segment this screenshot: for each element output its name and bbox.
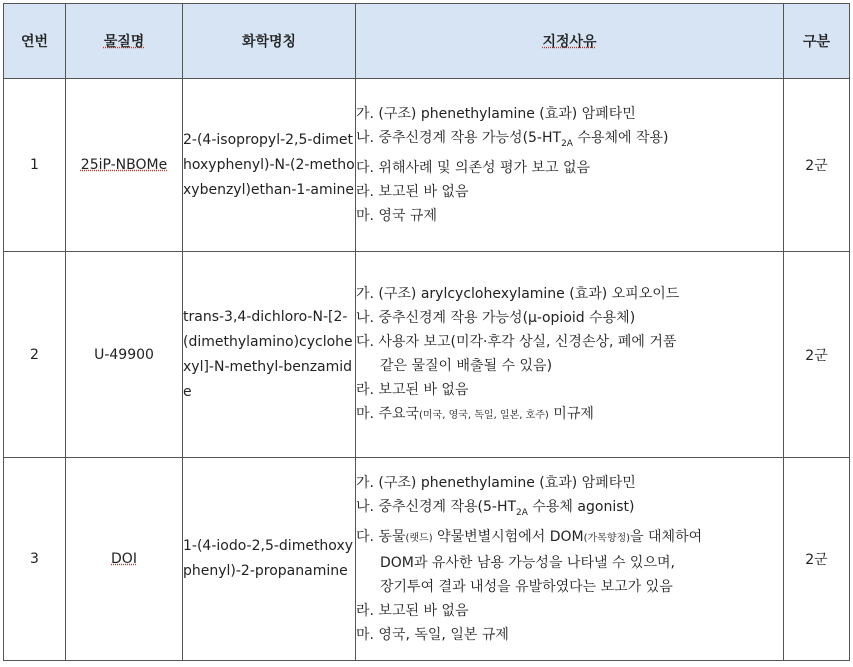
reason-line: 라. 보고된 바 없음	[356, 602, 469, 619]
row-chemical: 1-(4-iodo-2,5-dimethoxyphenyl)-2-propanamine	[183, 458, 356, 661]
row-no: 2	[4, 252, 66, 458]
row-chemical: trans-3,4-dichloro-N-[2-(dimethylamino)cyclohexyl]-N-methyl-benzamide	[183, 252, 356, 458]
reason-line: 다. 동물(랫드) 약물변별시험에서 DOM(가목향정)을 대체하여	[356, 528, 703, 545]
table-row	[4, 79, 850, 252]
row-substance: U-49900	[66, 252, 183, 458]
row-reasons	[356, 458, 784, 661]
reason-line: 가. (구조) arylcyclohexylamine (효과) 오피오이드	[356, 285, 680, 302]
reason-line: 마. 주요국(미국, 영국, 독일, 일본, 호주) 미규제	[356, 405, 594, 422]
header-no: 연번	[4, 4, 66, 79]
reason-line: 마. 영국 규제	[356, 207, 437, 224]
reason-line: 나. 중추신경계 작용 가능성($5-HT_{2A}$ 수용체에 작용)	[356, 130, 669, 149]
row-reasons	[356, 252, 784, 458]
row-no: 3	[4, 458, 66, 661]
table-row	[4, 458, 850, 661]
header-substance: 물질명	[66, 4, 183, 79]
reason-line: 같은 물질이 배출될 수 있음)	[380, 357, 553, 374]
reason-line: 장기투여 결과 내성을 유발하였다는 보고가 있음	[380, 578, 673, 595]
row-class: 2군	[784, 458, 850, 661]
reason-line: DOM과 유사한 남용 가능성을 나타낼 수 있으며,	[380, 554, 675, 571]
row-substance: 25iP-NBOMe	[66, 79, 183, 252]
reason-line: 나. 중추신경계 작용 가능성(μ-opioid 수용체)	[356, 309, 636, 326]
table-row	[4, 252, 850, 458]
reason-line: 다. 사용자 보고(미각·후각 상실, 신경손상, 폐에 거품	[356, 333, 677, 350]
header-row	[4, 4, 850, 79]
substance-table	[3, 3, 850, 661]
header-reason: 지정사유	[356, 4, 784, 79]
row-class: 2군	[784, 79, 850, 252]
reason-line: 나. 중추신경계 작용($5-HT_{2A}$ 수용체 agonist)	[356, 499, 635, 518]
reason-line: 다. 위해사례 및 의존성 평가 보고 없음	[356, 159, 591, 176]
row-no: 1	[4, 79, 66, 252]
row-chemical: 2-(4-isopropyl-2,5-dimethoxyphenyl)-N-(2-methoxybenzyl)ethan-1-amine	[183, 79, 356, 252]
row-reasons	[356, 79, 784, 252]
reason-line: 라. 보고된 바 없음	[356, 381, 469, 398]
reason-line: 마. 영국, 독일, 일본 규제	[356, 626, 509, 643]
header-class: 구분	[784, 4, 850, 79]
row-class: 2군	[784, 252, 850, 458]
reason-line: 가. (구조) phenethylamine (효과) 암페타민	[356, 106, 636, 123]
row-substance: DOI	[66, 458, 183, 661]
reason-line: 라. 보고된 바 없음	[356, 183, 469, 200]
reason-line: 가. (구조) phenethylamine (효과) 암페타민	[356, 475, 636, 492]
header-chemical: 화학명칭	[183, 4, 356, 79]
